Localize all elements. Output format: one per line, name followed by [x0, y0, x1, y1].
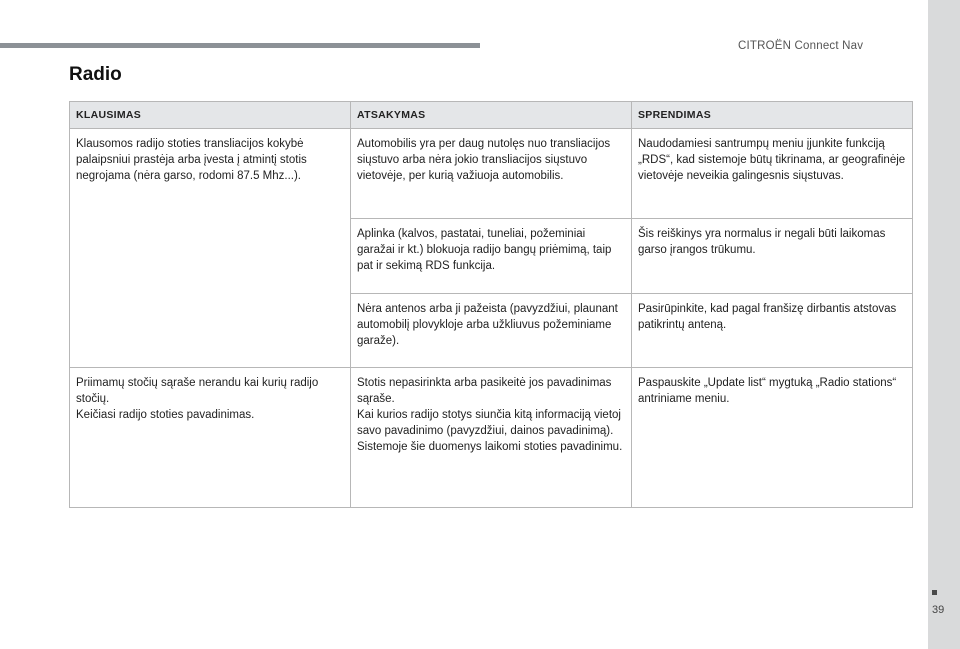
- solution-text: Šis reiškinys yra normalus ir negali būti laikomas garso įrangos trūkumu.: [638, 228, 886, 256]
- table-header-row: [70, 102, 913, 129]
- solution-cell: [632, 219, 913, 294]
- page-marker: [932, 590, 937, 595]
- solution-text: Paspauskite „Update list“ mygtuką „Radio stations“ antriniame meniu.: [638, 377, 897, 405]
- solution-text: Naudodamiesi santrumpų meniu įjunkite funkciją „RDS“, kad sistemoje būtų tikrinama, ar geografinėje vietovėje neveikia galingesnis siųstuvas.: [638, 138, 906, 182]
- column-header-question: KLAUSIMAS: [70, 102, 351, 129]
- solution-text: Pasirūpinkite, kad pagal franšizę dirbantis atstovas patikrintų anteną.: [638, 303, 897, 331]
- column-header-solution: SPRENDIMAS: [632, 102, 913, 129]
- answer-cell: [351, 368, 632, 508]
- question-text: Klausomos radijo stoties transliacijos kokybė palaipsniui prastėja arba įvesta į atmintį stotis negrojama (nėra garso, rodomi 87.5 Mhz...).: [76, 138, 307, 182]
- answer-text: Automobilis yra per daug nutolęs nuo transliacijos siųstuvo arba nėra jokio transliacijos siųstuvo vietovėje, per kurią važiuoja automobilis.: [357, 138, 611, 182]
- question-cell: [70, 129, 351, 368]
- answer-text: Nėra antenos arba ji pažeista (pavyzdžiui, plaunant automobilį plovykloje arba užkliuvus požeminiame garaže).: [357, 303, 618, 347]
- section-title: Radio: [69, 64, 122, 85]
- page-number: 39: [932, 604, 945, 616]
- column-header-answer: ATSAKYMAS: [351, 102, 632, 129]
- answer-cell: [351, 129, 632, 219]
- answer-cell: [351, 294, 632, 368]
- solution-cell: [632, 129, 913, 219]
- answer-text: Stotis nepasirinkta arba pasikeitė jos pavadinimas sąraše. Kai kurios radijo stotys siunčia kitą informaciją vietoj savo pavadinimo (pavyzdžiui, dainos pavadinimą). Sistemoje šie duomenys laikomi stoties pavadinimu.: [357, 377, 623, 453]
- question-text: Priimamų stočių sąraše nerandu kai kurių radijo stočių. Keičiasi radijo stoties pavadinimas.: [76, 377, 319, 421]
- question-cell: [70, 368, 351, 508]
- table-row: [70, 368, 913, 508]
- manual-title: CITROËN Connect Nav: [738, 40, 864, 52]
- header-rule: [0, 43, 480, 48]
- answer-cell: [351, 219, 632, 294]
- troubleshooting-table: [69, 101, 913, 508]
- table-row: [70, 129, 913, 219]
- page-margin-strip: [928, 0, 960, 649]
- answer-text: Aplinka (kalvos, pastatai, tuneliai, požeminiai garažai ir kt.) blokuoja radijo bangų priėmimą, taip pat ir sekimą RDS funkcija.: [357, 228, 612, 272]
- solution-cell: [632, 294, 913, 368]
- solution-cell: [632, 368, 913, 508]
